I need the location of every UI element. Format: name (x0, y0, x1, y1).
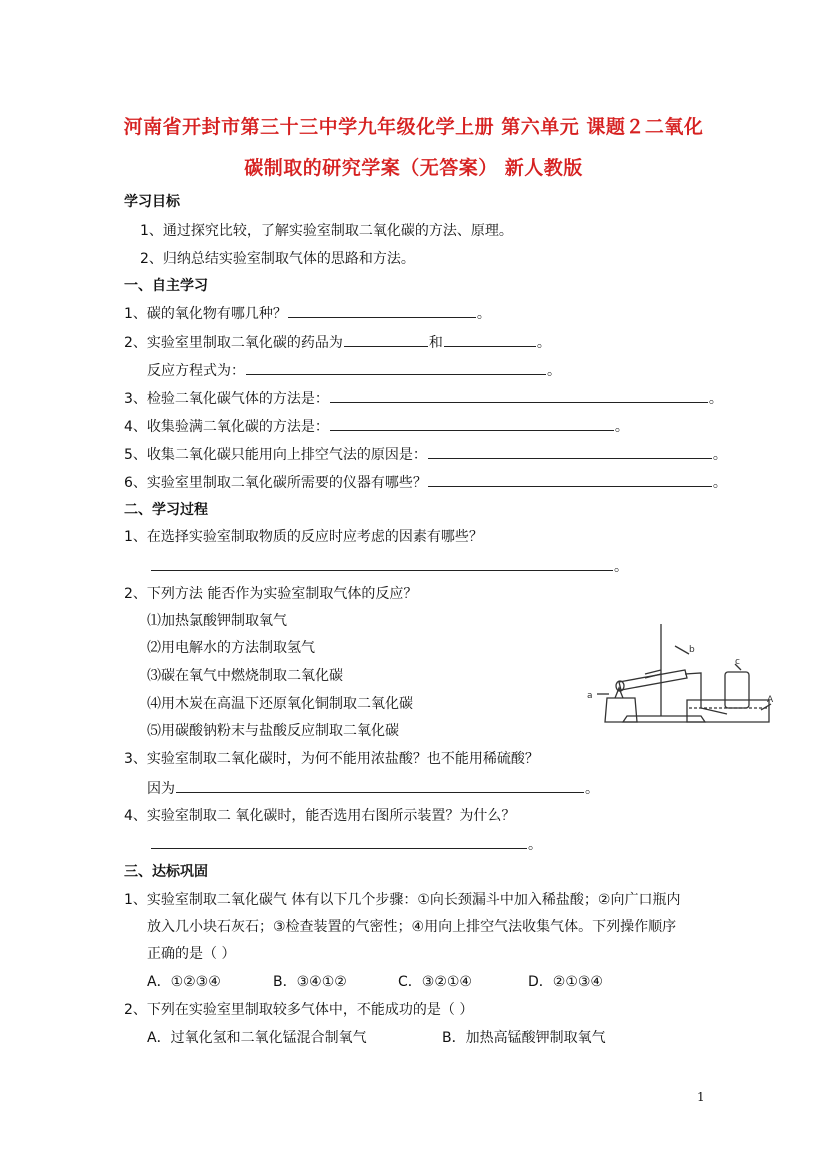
question-1-5 (124, 444, 727, 465)
choice-b: B．③④①② (273, 974, 347, 990)
water-trough (687, 700, 769, 722)
answer-blank[interactable] (151, 834, 527, 849)
punctuation: 。 (536, 335, 551, 351)
objectives-heading: 学习目标 (124, 194, 180, 210)
page-number: 1 (697, 1090, 705, 1104)
section3-heading: 三、达标巩固 (124, 864, 208, 880)
answer-blank[interactable] (288, 303, 476, 318)
question-text: 2、实验室里制取二氧化碳的药品为 (124, 335, 343, 351)
option-item: ⑸用碳酸钠粉末与盐酸反应制取二氧化碳 (147, 723, 399, 739)
punctuation: 。 (708, 391, 723, 407)
choice-a: A．过氧化氢和二氧化锰混合制氧气 (147, 1030, 367, 1046)
question-text: 和 (428, 335, 443, 351)
section1-heading: 一、自主学习 (124, 278, 208, 294)
choice-d: D．②①③④ (528, 974, 603, 990)
objective-item: 2、归纳总结实验室制取气体的思路和方法。 (140, 251, 415, 267)
punctuation: 。 (614, 559, 628, 575)
answer-blank[interactable] (344, 332, 428, 347)
doc-title-line1: 河南省开封市第三十三中学九年级化学上册 第六单元 课题２二氧化 (123, 116, 704, 138)
question-text: 3、检验二氧化碳气体的方法是： (124, 391, 329, 407)
punctuation: 。 (585, 781, 599, 797)
punctuation: 。 (712, 475, 727, 491)
answer-blank[interactable] (428, 444, 712, 459)
question-1-1 (124, 303, 491, 324)
question-text: 因为 (147, 781, 175, 797)
punctuation: 。 (614, 419, 629, 435)
choice-b: B．加热高锰酸钾制取氧气 (442, 1030, 606, 1046)
lab-apparatus-figure (585, 618, 775, 730)
question-text: 6、实验室里制取二氧化碳所需要的仪器有哪些？ (124, 475, 427, 491)
punctuation: 。 (712, 447, 727, 463)
answer-blank[interactable] (428, 472, 712, 487)
question-2-3-answer (147, 778, 599, 799)
question-text: 反应方程式为： (147, 363, 245, 379)
alcohol-lamp (605, 698, 637, 722)
question-text: 5、收集二氧化碳只能用向上排空气法的原因是： (124, 447, 427, 463)
stand-base (623, 716, 705, 722)
answer-blank[interactable] (330, 388, 708, 403)
question-2-1: 1、在选择实验室制取物质的反应时应考虑的因素有哪些？ (124, 529, 483, 545)
question-text: 1、碳的氧化物有哪几种？ (124, 306, 287, 322)
option-item: ⑷用木炭在高温下还原氧化铜制取二氧化碳 (147, 696, 413, 712)
question-2-2: 2、下列方法 能否作为实验室制取气体的反应？ (124, 586, 418, 602)
question-1-6 (124, 472, 727, 493)
option-item: ⑶碳在氧气中燃烧制取二氧化碳 (147, 668, 343, 684)
question-1-4 (124, 416, 629, 437)
figure-label-a: a (587, 691, 593, 701)
question-1-3 (124, 388, 723, 409)
answer-blank[interactable] (176, 778, 584, 793)
answer-blank[interactable] (444, 332, 536, 347)
question-3-1-line2: 放入几小块石灰石；③检查装置的气密性；④用向上排空气法收集气体。下列操作顺序 (147, 919, 677, 935)
punctuation: 。 (476, 306, 491, 322)
answer-blank[interactable] (330, 416, 614, 431)
answer-blank[interactable] (151, 556, 613, 571)
question-2-4-answer (150, 834, 542, 855)
test-tube (619, 670, 687, 690)
choice-a: A．①②③④ (147, 974, 221, 990)
option-item: ⑵用电解水的方法制取氢气 (147, 640, 315, 656)
figure-label-A: A (767, 695, 774, 705)
question-2-4: 4、实验室制取二 氧化碳时，能否选用右图所示装置？为什么？ (124, 808, 516, 824)
section2-heading: 二、学习过程 (124, 502, 208, 518)
question-3-1-line3: 正确的是（ ） (147, 946, 236, 962)
answer-blank[interactable] (246, 360, 546, 375)
question-2-3: 3、实验室制取二氧化碳时，为何不能用浓盐酸？也不能用稀硫酸？ (124, 751, 539, 767)
punctuation: 。 (528, 837, 542, 853)
question-3-2: 2、下列在实验室里制取较多气体中，不能成功的是（ ） (124, 1002, 474, 1018)
doc-title-line2: 碳制取的研究学案（无答案） 新人教版 (244, 157, 583, 179)
question-text: 4、收集验满二氧化碳的方法是： (124, 419, 329, 435)
objective-item: 1、通过探究比较，了解实验室制取二氧化碳的方法、原理。 (140, 223, 513, 239)
figure-label-c: c (735, 657, 740, 667)
question-1-2b (147, 360, 561, 381)
collecting-bottle (725, 672, 749, 708)
punctuation: 。 (547, 363, 561, 379)
question-3-1-line1: 1、实验室制取二氧化碳气 体有以下几个步骤：①向长颈漏斗中加入稀盐酸；②向广口瓶内 (124, 892, 681, 908)
question-2-1-answer (150, 556, 628, 577)
figure-label-b: b (689, 645, 695, 655)
choice-c: C．③②①④ (398, 974, 472, 990)
option-item: ⑴加热氯酸钾制取氧气 (147, 613, 287, 629)
question-1-2 (124, 332, 551, 353)
